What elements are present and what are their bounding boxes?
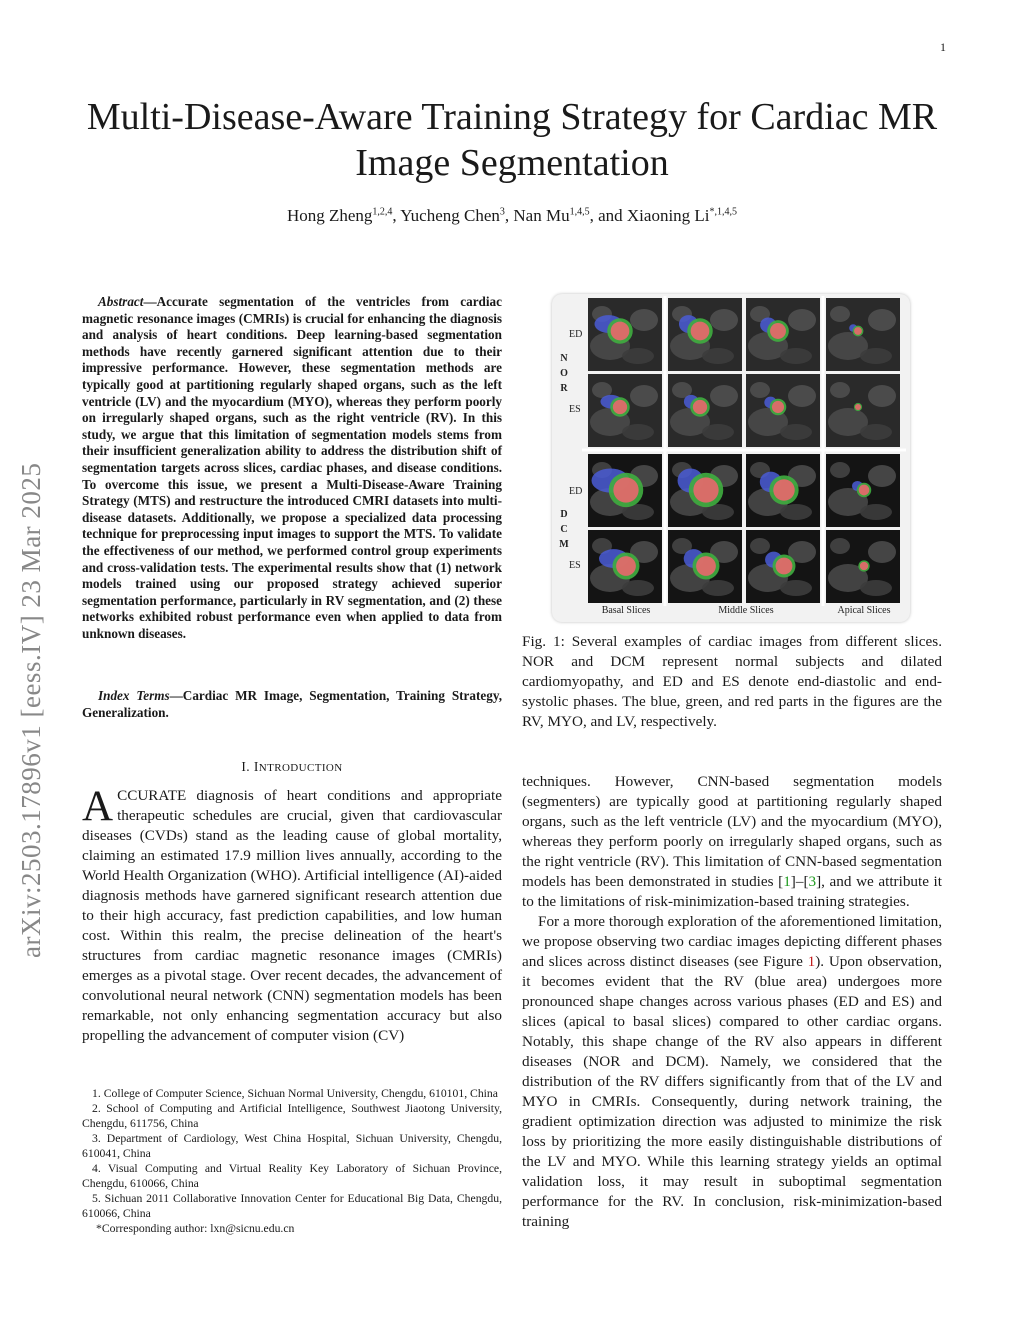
group-nor-letter: N [560,353,568,364]
tissue-shape [780,580,812,596]
tissue-shape [622,348,654,364]
figure-1 [552,294,910,622]
footnote-2: 2. School of Computing and Artificial Intelligence, Southwest Jiaotong University, Chengdu, 611756, China [82,1102,502,1130]
tissue-shape [860,348,892,364]
footnote-6: *Corresponding author: lxn@sicnu.edu.cn [96,1222,295,1235]
tissue-shape [860,580,892,596]
author-1: Hong Zheng$^{1,2,4}$, [286,206,401,225]
lv-region [859,485,870,496]
tissue-shape [868,385,896,407]
tissue-shape [710,385,738,407]
paragraph-1: techniques. However, CNN-based segmentation models (segmenters) are typically good at partitioning regularly shaped organs, such as the left ventricle (LV) and the myocardium (MYO), whereas they perform poorly on irregularly shaped organs, such as the right ventricle (RV). This limitation of CNN-based segmentation models has been demonstrated in studies [1]–[3], and we attribute it to the limitations of risk-minimization-based training strategies. [522,773,942,910]
column-label-apical: Apical Slices [837,605,891,616]
index-terms [82,688,502,721]
tissue-shape [702,348,734,364]
tissue-shape [780,348,812,364]
author-2: Yucheng Chen$^3$, [400,206,514,225]
phase-label-nor-ed: ED [569,329,583,340]
figure-1-caption: Fig. 1: Several examples of cardiac images from different slices. NOR and DCM represent normal subjects and dilated cardiomyopathy, and ED and ES denote end-diastolic and end-systolic phases. The blue, green, and red parts in the figures are the RV, MYO, and LV, respectively. [522,633,942,730]
abstract-label: Abstract [98,294,144,309]
lv-region [616,556,636,576]
column-label-basal: Basal Slices [601,605,651,616]
author-list [60,206,964,226]
lv-region [613,477,638,502]
lv-region [773,479,795,501]
tissue-shape [830,538,850,554]
index-terms-text: —Cardiac MR Image, Segmentation, Training Strategy, Generalization. [82,688,502,720]
tissue-shape [830,382,850,398]
index-terms-label: Index Terms [98,688,170,703]
figure-1-image-grid [552,294,910,622]
footnote-3: 3. Department of Cardiology, West China Hospital, Sichuan University, Chengdu, 610041, China [82,1132,502,1160]
group-dcm-letter: M [559,539,569,550]
tissue-shape [868,465,896,487]
group-dcm-letter: C [560,524,568,535]
drop-cap: A [82,783,114,830]
lv-region [776,558,793,575]
author-3: Nan Mu$^{1,4,5}$, and [513,206,627,225]
lv-region [693,400,707,414]
tissue-shape [868,541,896,563]
tissue-shape [622,424,654,440]
tissue-shape [830,306,850,322]
footnote-1: 1. College of Computer Science, Sichuan Normal University, Chengdu, 610101, China [92,1087,498,1100]
tissue-shape [788,309,816,331]
tissue-shape [702,580,734,596]
lv-region [691,322,710,341]
footnote-4: 4. Visual Computing and Virtual Reality Key Laboratory of Sichuan Province, Chengdu, 610066, China [82,1162,502,1190]
citation-1[interactable]: 1 [783,873,791,890]
lv-region [854,327,862,335]
tissue-shape [780,424,812,440]
figure-reference[interactable]: 1 [807,953,816,970]
citation-3[interactable]: 3 [808,873,817,890]
tissue-shape [830,462,850,478]
group-label-dcm [559,507,569,552]
tissue-shape [788,385,816,407]
column-label-middle: Middle Slices [718,605,774,616]
tissue-shape [750,382,770,398]
abstract-text: —Accurate segmentation of the ventricles from cardiac magnetic resonance images (CMRIs) is crucial for enhancing the diagnosis and analysis of heart conditions. Deep learning-based segmentation methods have recently garnered significant attention due to their impressive performance. However, these segmentation methods are typically good at partitioning regularly shaped organs, such as the left ventricle (LV) and the myocardium (MYO), whereas they perform poorly on irregularly shaped organs, such as the right ventricle (RV). In this study, we argue that this limitation of segmentation models stems from their insufficient generalization ability to address the distribution shift of segmentation targets across slices, cardiac phases, and disease conditions. To overcome this issue, we present a Multi-Disease-Aware Training Strategy (MTS) and restructure the introduced CMRI datasets into multi-disease datasets. Additionally, we propose a specialized data processing technique for preprocessing input images to support the MTS. To validate the effectiveness of our method, we performed control group experiments and cross-validation tests. The experimental results show that (1) network models trained using our proposed strategy achieved superior segmentation performance, particularly in RV segmentation, and (2) these networks exhibited robust performance even when applied to data from unknown diseases. [82,294,502,641]
tissue-shape [630,385,658,407]
lv-region [611,322,630,341]
section-heading-introduction: I. INTRODUCTION [241,759,343,774]
page-number: 1 [940,40,946,54]
phase-label-dcm-ed: ED [569,486,583,497]
tissue-shape [780,504,812,520]
tissue-shape [710,309,738,331]
tissue-shape [630,309,658,331]
paper-title: Multi-Disease-Aware Training Strategy for Cardiac MR Image Segmentation [86,96,938,184]
lv-region [770,323,786,339]
abstract [82,294,502,642]
tissue-shape [860,424,892,440]
lv-region [693,477,718,502]
tissue-shape [702,424,734,440]
lv-region [855,404,861,410]
intro-continued [522,772,942,1232]
lv-region [772,401,784,413]
arxiv-stamp: arXiv:2503.17896v1 [eess.IV] 23 Mar 2025 [16,462,46,958]
tissue-shape [860,504,892,520]
tissue-shape [868,309,896,331]
lv-region [613,400,627,414]
tissue-shape [750,538,770,554]
author-4: Xiaoning $Li^{*,1,4,5}$ [626,206,738,225]
intro-paragraph: ACCURATE diagnosis of heart conditions and appropriate therapeutic schedules are crucial, given that cardiovascular diseases (CVDs) stand as the leading cause of global mortality, claiming an estimated 17.9 million lives annually, according to the World Health Organization (WHO). Artificial intelligence (AI)-aided diagnosis methods have garnered significant research attention due to their high accuracy, fast prediction capabilities, and low human cost. Within this realm, the precise delineation of the heart's structures from cardiac magnetic resonance images (CMRIs) emerges as a pivotal stage. Over recent decades, the advancement of convolutional neural network (CNN) segmentation models has been remarkable, not only enhancing segmentation accuracy but also propelling the advancement of computer vision (CV) [82,783,502,1044]
phase-label-dcm-es: ES [569,560,581,571]
footnotes [82,1086,502,1236]
lv-region [860,562,868,570]
footnote-5: 5. Sichuan 2011 Collaborative Innovation Center for Educational Big Data, Chengdu, 610066, China [82,1192,502,1220]
tissue-shape [622,580,654,596]
paragraph-2: For a more thorough exploration of the aforementioned limitation, we propose observing two cardiac images depicting different phases and slices across distinct diseases (see Figure 1). Upon observation, it becomes evident that the RV (blue area) undergoes more pronounced shape changes across various phases (ED and ES) and slices (apical to basal slices) compared to other cardiac organs. Notably, this shape change of the RV also appears in different diseases (NOR and DCM). Namely, we considered that the distribution of the RV differs significantly from that of the LV and MYO in CMRIs. Consequently, during network training, the gradient optimization direction was adjusted to minimize the risk loss by prioritizing the more easily distinguishable distributions of the LV and MYO. While this learning strategy yields an optimal validation loss, it may result in suboptimal segmentation performance for the RV. In conclusion, risk-minimization-based training [522,913,942,1230]
group-nor-letter: O [560,368,568,379]
phase-label-nor-es: ES [569,404,581,415]
group-dcm-letter: D [560,509,568,520]
lv-region [696,556,716,576]
group-nor-letter: R [560,383,568,394]
group-label-nor [559,351,569,396]
